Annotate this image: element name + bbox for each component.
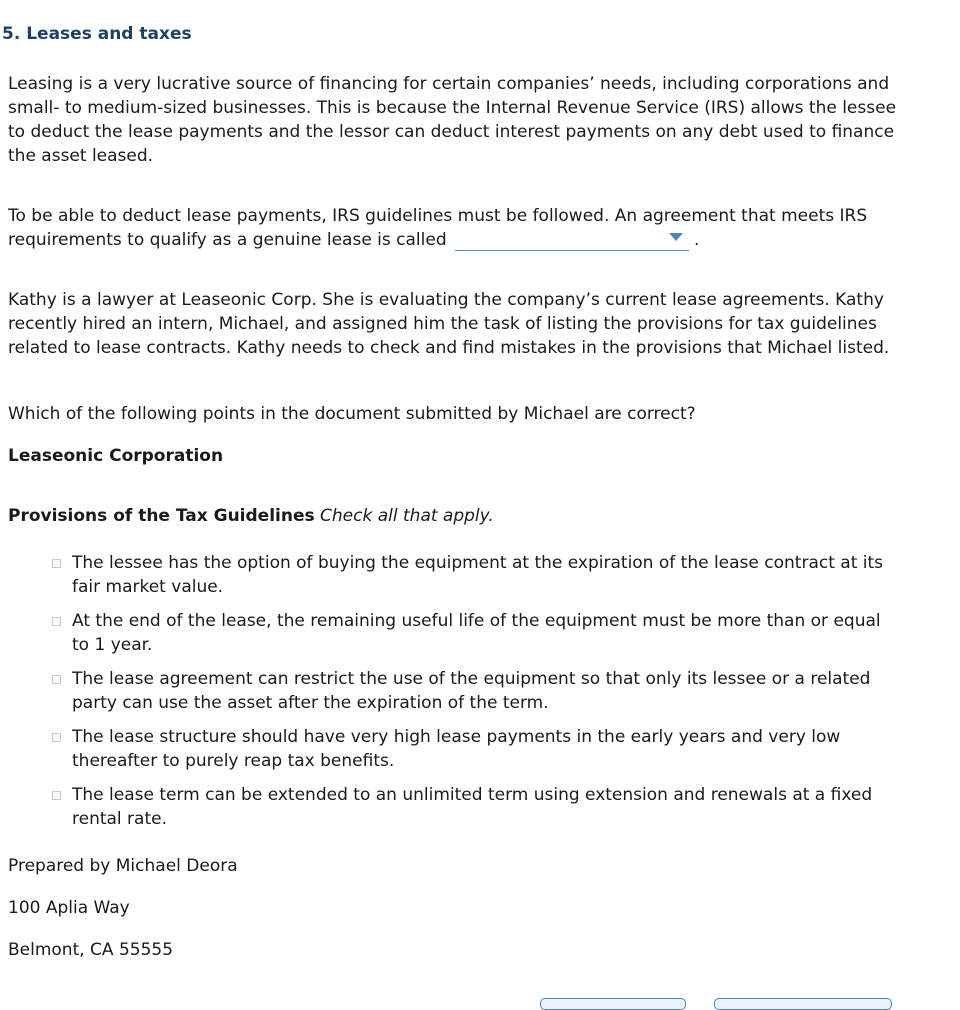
address-line-2: Belmont, CA 55555 (8, 940, 174, 960)
provision-checkbox-1[interactable] (52, 559, 61, 568)
provision-option-4-label: The lease structure should have very high lease payments in the early years and very low thereafter to purely reap tax benefits. (72, 727, 841, 771)
provision-checkbox-3[interactable] (52, 675, 61, 684)
provisions-heading-title: Provisions of the Tax Guidelines (8, 506, 315, 526)
provisions-instruction: Check all that apply. (320, 506, 494, 526)
provision-option-3-label: The lease agreement can restrict the use of the equipment so that only its lessee or a related party can use the asset after the expiration of the term. (72, 669, 871, 713)
action-button-right[interactable] (714, 998, 892, 1010)
scenario-paragraph: Kathy is a lawyer at Leaseonic Corp. She is evaluating the company’s current lease agreements. Kathy recently hired an intern, Michael, and assigned him the task of listing the provisions for tax guidelines related to lease contracts. Kathy needs to check and find mistakes in the provisions that Michael listed. (8, 290, 890, 358)
provision-checkbox-2[interactable] (52, 617, 61, 626)
lease-definition-text: To be able to deduct lease payments, IRS guidelines must be followed. An agreement that meets IRS requirements to qualify as a genuine lease is called (8, 206, 868, 250)
lease-definition-paragraph (8, 204, 918, 252)
sentence-period: . (694, 230, 700, 250)
lease-type-dropdown[interactable] (455, 230, 689, 251)
provision-option-1-label: The lessee has the option of buying the equipment at the expiration of the lease contract at its fair market value. (72, 553, 884, 597)
provision-option-5-label: The lease term can be extended to an unlimited term using extension and renewals at a fixed rental rate. (72, 785, 873, 829)
question-title: 5. Leases and taxes (2, 24, 192, 44)
question-text: Which of the following points in the document submitted by Michael are correct? (8, 404, 696, 424)
provision-option-2-label: At the end of the lease, the remaining useful life of the equipment must be more than or equal to 1 year. (72, 611, 881, 655)
provision-checkbox-5[interactable] (52, 791, 61, 800)
intro-paragraph: Leasing is a very lucrative source of financing for certain companies’ needs, including corporations and small- to medium-sized businesses. This is because the Internal Revenue Service (IRS) allows the lessee to deduct the lease payments and the lessor can deduct interest payments on any debt used to finance the asset leased. (8, 74, 897, 166)
prepared-by: Prepared by Michael Deora (8, 856, 238, 876)
action-button-left[interactable] (540, 998, 686, 1010)
address-line-1: 100 Aplia Way (8, 898, 130, 918)
provisions-heading (8, 504, 918, 528)
provision-checkbox-4[interactable] (52, 733, 61, 742)
company-name: Leaseonic Corporation (8, 446, 224, 466)
dropdown-arrow-icon[interactable] (669, 233, 683, 241)
